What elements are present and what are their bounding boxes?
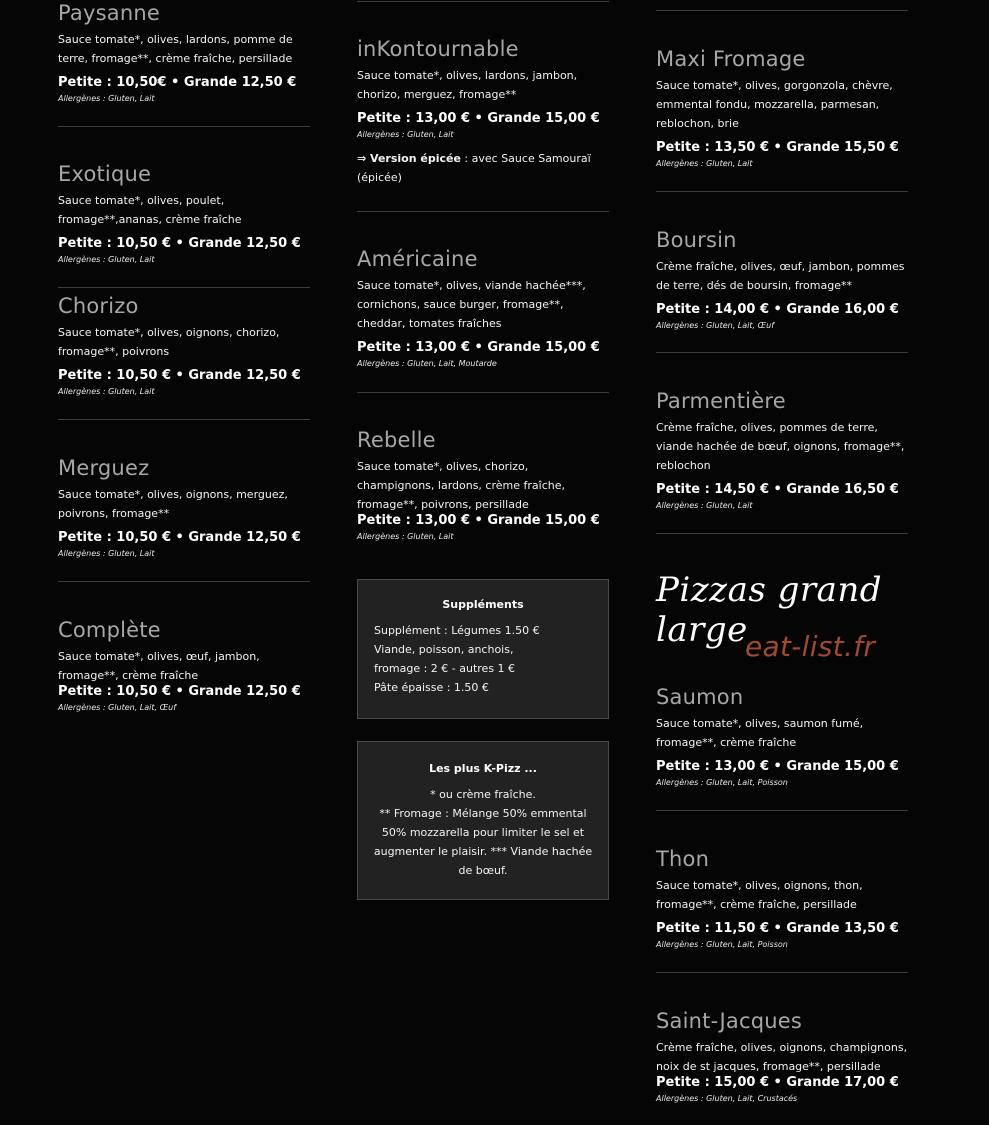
divider <box>656 352 908 353</box>
pizza-allergens: Allergènes : Gluten, Lait, Œuf <box>656 321 775 330</box>
pizza-allergens: Allergènes : Gluten, Lait <box>357 532 454 541</box>
pizza-item-chorizo <box>58 293 310 398</box>
pizza-price: Petite : 13,00 € • Grande 15,00 € <box>357 513 600 528</box>
pizza-description: Sauce tomate*, olives, saumon fumé, fromage**, crème fraîche <box>656 717 864 749</box>
pizza-description: Sauce tomate*, olives, œuf, jambon, fromage**, crème fraîche <box>58 650 260 682</box>
extras-line: augmenter le plaisir. *** Viande hachée <box>373 845 593 858</box>
supplements-box <box>357 579 609 719</box>
pizza-description: Sauce tomate*, olives, oignons, thon, fromage**, crème fraîche, persillade <box>656 879 863 911</box>
pizza-name: Thon <box>656 847 710 871</box>
supplement-line: Viande, poisson, anchois, <box>374 643 514 656</box>
pizza-item-maxi-fromage <box>656 46 908 170</box>
pizza-name: Paysanne <box>58 1 160 25</box>
pizza-allergens: Allergènes : Gluten, Lait <box>656 159 753 168</box>
pizza-item-parmentiere <box>656 388 908 512</box>
divider <box>357 1 609 2</box>
pizza-price: Petite : 11,50 € • Grande 13,50 € <box>656 921 899 936</box>
pizza-item-inkontournable <box>357 36 609 187</box>
pizza-allergens: Allergènes : Gluten, Lait, Moutarde <box>357 359 497 368</box>
pizza-price: Petite : 10,50€ • Grande 12,50 € <box>58 75 297 90</box>
pizza-description: Sauce tomate*, olives, oignons, merguez, poivrons, fromage** <box>58 488 288 520</box>
divider <box>58 126 310 127</box>
supplement-line: Supplément : Légumes 1.50 € <box>374 624 540 637</box>
pizza-name: Maxi Fromage <box>656 47 806 71</box>
pizza-description: Sauce tomate*, olives, gorgonzola, chèvre, emmental fondu, mozzarella, parmesan, reblochon, brie <box>656 79 893 130</box>
pizza-item-paysanne <box>58 0 310 105</box>
spicy-version-label: ⇒ Version épicée <box>357 152 461 165</box>
pizza-price: Petite : 13,00 € • Grande 15,00 € <box>656 759 899 774</box>
pizza-name: Merguez <box>58 456 150 480</box>
pizza-allergens: Allergènes : Gluten, Lait, Poisson <box>656 940 788 949</box>
pizza-allergens: Allergènes : Gluten, Lait <box>58 94 155 103</box>
pizza-allergens: Allergènes : Gluten, Lait <box>58 387 155 396</box>
watermark: eat-list.fr <box>745 630 876 663</box>
pizza-description: Sauce tomate*, olives, viande hachée***, cornichons, sauce burger, fromage**, cheddar, tomates fraîches <box>357 279 586 330</box>
supplements-title: Suppléments <box>442 598 524 611</box>
extras-title: Les plus K-Pizz ... <box>429 762 537 775</box>
divider <box>58 419 310 420</box>
pizza-item-rebelle <box>357 427 609 543</box>
pizza-name: Complète <box>58 618 161 642</box>
pizza-price: Petite : 14,50 € • Grande 16,50 € <box>656 482 899 497</box>
divider <box>656 810 908 811</box>
pizza-name: inKontournable <box>357 37 519 61</box>
pizza-name: Chorizo <box>58 294 139 318</box>
divider <box>58 287 310 288</box>
extras-line: * ou crème fraîche. <box>430 788 536 801</box>
pizza-description: Sauce tomate*, olives, lardons, pomme de terre, fromage**, crème fraîche, persillade <box>58 33 293 65</box>
pizza-name: Rebelle <box>357 428 436 452</box>
divider <box>656 191 908 192</box>
section-heading-grand-large: Pizzas grand large <box>656 570 883 650</box>
pizza-allergens: Allergènes : Gluten, Lait <box>58 549 155 558</box>
pizza-price: Petite : 15,00 € • Grande 17,00 € <box>656 1075 899 1090</box>
pizza-allergens: Allergènes : Gluten, Lait, Crustacés <box>656 1094 798 1103</box>
spicy-version-text: : avec Sauce Samouraï (épicée) <box>357 152 591 184</box>
pizza-item-saint-jacques <box>656 1008 908 1105</box>
pizza-description: Sauce tomate*, olives, oignons, chorizo, fromage**, poivrons <box>58 326 280 358</box>
pizza-description: Sauce tomate*, olives, poulet, fromage**,ananas, crème fraîche <box>58 194 242 226</box>
pizza-allergens: Allergènes : Gluten, Lait, Œuf <box>58 703 177 712</box>
divider <box>656 972 908 973</box>
pizza-description: Crème fraîche, olives, pommes de terre, viande hachée de bœuf, oignons, fromage**, reblochon <box>656 421 905 472</box>
supplement-line: fromage : 2 € - autres 1 € <box>374 662 516 675</box>
divider <box>656 533 908 534</box>
divider <box>357 392 609 393</box>
pizza-item-boursin <box>656 227 908 332</box>
pizza-item-exotique <box>58 161 310 266</box>
extras-line: ** Fromage : Mélange 50% emmental <box>379 807 587 820</box>
pizza-description: Sauce tomate*, olives, chorizo, champignons, lardons, crème fraîche, fromage**, poivrons, persillade <box>357 460 565 511</box>
extras-box <box>357 741 609 900</box>
spicy-version-note <box>357 149 609 187</box>
pizza-price: Petite : 10,50 € • Grande 12,50 € <box>58 684 301 699</box>
pizza-allergens: Allergènes : Gluten, Lait, Poisson <box>656 778 788 787</box>
divider <box>656 10 908 11</box>
pizza-allergens: Allergènes : Gluten, Lait <box>357 130 454 139</box>
pizza-price: Petite : 13,50 € • Grande 15,50 € <box>656 140 899 155</box>
pizza-allergens: Allergènes : Gluten, Lait <box>656 501 753 510</box>
pizza-price: Petite : 14,00 € • Grande 16,00 € <box>656 302 899 317</box>
pizza-name: Boursin <box>656 228 737 252</box>
pizza-price: Petite : 10,50 € • Grande 12,50 € <box>58 236 301 251</box>
pizza-price: Petite : 10,50 € • Grande 12,50 € <box>58 530 301 545</box>
pizza-item-merguez <box>58 455 310 560</box>
pizza-name: Américaine <box>357 247 478 271</box>
pizza-price: Petite : 13,00 € • Grande 15,00 € <box>357 111 600 126</box>
pizza-item-saumon <box>656 684 908 789</box>
extras-line: 50% mozzarella pour limiter le sel et <box>381 826 585 839</box>
pizza-item-thon <box>656 846 908 951</box>
pizza-item-complete <box>58 617 310 714</box>
pizza-name: Parmentière <box>656 389 786 413</box>
pizza-item-americaine <box>357 246 609 370</box>
pizza-name: Saint-Jacques <box>656 1009 803 1033</box>
pizza-allergens: Allergènes : Gluten, Lait <box>58 255 155 264</box>
supplement-line: Pâte épaisse : 1.50 € <box>374 681 489 694</box>
pizza-price: Petite : 10,50 € • Grande 12,50 € <box>58 368 301 383</box>
extras-line: de bœuf. <box>458 864 508 877</box>
pizza-description: Sauce tomate*, olives, lardons, jambon, chorizo, merguez, fromage** <box>357 69 578 101</box>
divider <box>58 581 310 582</box>
pizza-description: Crème fraîche, olives, œuf, jambon, pommes de terre, dés de boursin, fromage** <box>656 260 905 292</box>
pizza-name: Exotique <box>58 162 152 186</box>
pizza-name: Saumon <box>656 685 744 709</box>
pizza-description: Crème fraîche, olives, oignons, champignons, noix de st jacques, fromage**, persillade <box>656 1041 908 1073</box>
divider <box>357 211 609 212</box>
pizza-price: Petite : 13,00 € • Grande 15,00 € <box>357 340 600 355</box>
